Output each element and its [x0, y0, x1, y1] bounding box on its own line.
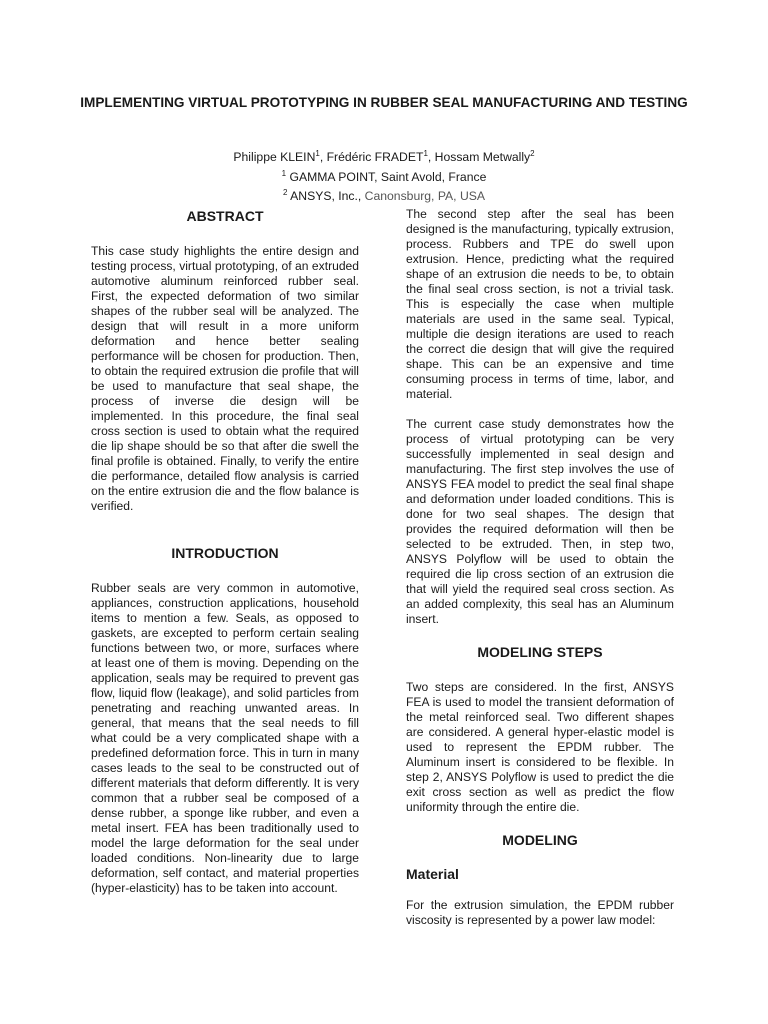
affiliation-marker: 2 — [530, 149, 535, 158]
affiliation-1 — [120, 166, 648, 186]
paper-title: IMPLEMENTING VIRTUAL PROTOTYPING IN RUBBER SEAL MANUFACTURING AND TESTING — [80, 95, 688, 110]
affiliation-marker: 2 — [282, 188, 288, 198]
author-name: , Hossam Metwally — [427, 150, 531, 165]
introduction-text: Rubber seals are very common in automotive, appliances, construction applications, household items to mention a few. Seals, as opposed to gaskets, are excepted to perform certain sealing functions between two, or more, surfaces where at least one of them is moving. Depending on the application, seals may be required to prevent gas flow, liquid flow (leakage), and solid particles from penetrating and reaching unwanted areas. In general, that means that the seal needs to fill what could be a very complicated shape with a predefined deformation force. This in turn in many cases leads to the seal to be constructed out of different materials that deform differently. It is very common that a rubber seal be composed of a dense rubber, a sponge like rubber, and even a metal insert. FEA has been traditionally used to model the large deformation for the seal under loaded conditions. Non-linearity due to large deformation, self contact, and material properties (hyper-elasticity) has to be taken into account. — [91, 581, 359, 895]
abstract-text: This case study highlights the entire design and testing process, virtual prototyping, of an extruded automotive aluminum reinforced rubber seal. First, the expected deformation of two similar shapes of the rubber seal will be analyzed. The design that will result in a more uniform deformation and hence better sealing performance will be chosen for production. Then, to obtain the required extrusion die profile that will be used to manufacture that seal shape, the process of inverse die design will be implemented. In this procedure, the final seal cross section is used to obtain what the required die lip shape should be so that after die swell the final profile is obtained. Finally, to verify the entire die performance, detailed flow analysis is carried on the entire extrusion die and the flow balance is verified. — [91, 244, 359, 513]
author-line — [120, 146, 648, 166]
affiliation-org: ANSYS, Inc., — [287, 189, 365, 204]
introduction-heading: INTRODUCTION — [171, 545, 279, 561]
author-name: , Frédéric FRADET — [319, 150, 424, 165]
body-paragraph: The second step after the seal has been designed is the manufacturing, typically extrusion, process. Rubbers and TPE do swell upon extrusion. Hence, predicting what the required shape of an extrusion die needs to be, to obtain the final seal cross section, is not a trivial task. This is especially the case when multiple materials are used in the same seal. Typical, multiple die design iterations are used to reach the correct die design that will give the required shape. This can be an expensive and time consuming process in terms of time, labor, and material. — [406, 207, 674, 401]
author-name: Philippe KLEIN — [233, 150, 316, 165]
right-column — [406, 207, 674, 943]
affiliation-marker: 1 — [315, 149, 320, 158]
affiliation-2 — [120, 185, 648, 205]
affiliation-marker: 1 — [423, 149, 428, 158]
affiliation-text: GAMMA POINT, Saint Avold, France — [286, 169, 487, 184]
modeling-heading: MODELING — [502, 832, 578, 848]
material-text: For the extrusion simulation, the EPDM rubber viscosity is represented by a power law model: — [406, 898, 674, 927]
modeling-steps-heading: MODELING STEPS — [477, 644, 603, 660]
modeling-steps-text: Two steps are considered. In the first, ANSYS FEA is used to model the transient deformation of the metal reinforced seal. Two different shapes are considered. A general hyper-elastic model is used to represent the EPDM rubber. The Aluminum insert is considered to be flexible. In step 2, ANSYS Polyflow is used to predict the die exit cross section as well as predict the flow uniformity through the entire die. — [406, 680, 674, 814]
left-column — [91, 206, 359, 911]
body-paragraph: The current case study demonstrates how the process of virtual prototyping can be very successfully implemented in seal design and manufacturing. The first step involves the use of ANSYS FEA model to predict the seal final shape and deformation under loaded conditions. This is done for two seal shapes. The design that provides the required deformation will then be selected to be extruded. Then, in step two, ANSYS Polyflow will be used to obtain the required die lip cross section of an extrusion die that will yield the required seal cross section. As an added complexity, this seal has an Aluminum insert. — [406, 417, 674, 626]
affiliation-marker: 1 — [281, 168, 287, 178]
author-block — [120, 146, 648, 205]
affiliation-location: Canonsburg, PA, USA — [364, 189, 486, 204]
material-heading: Material — [406, 866, 459, 882]
abstract-heading: ABSTRACT — [186, 208, 264, 224]
